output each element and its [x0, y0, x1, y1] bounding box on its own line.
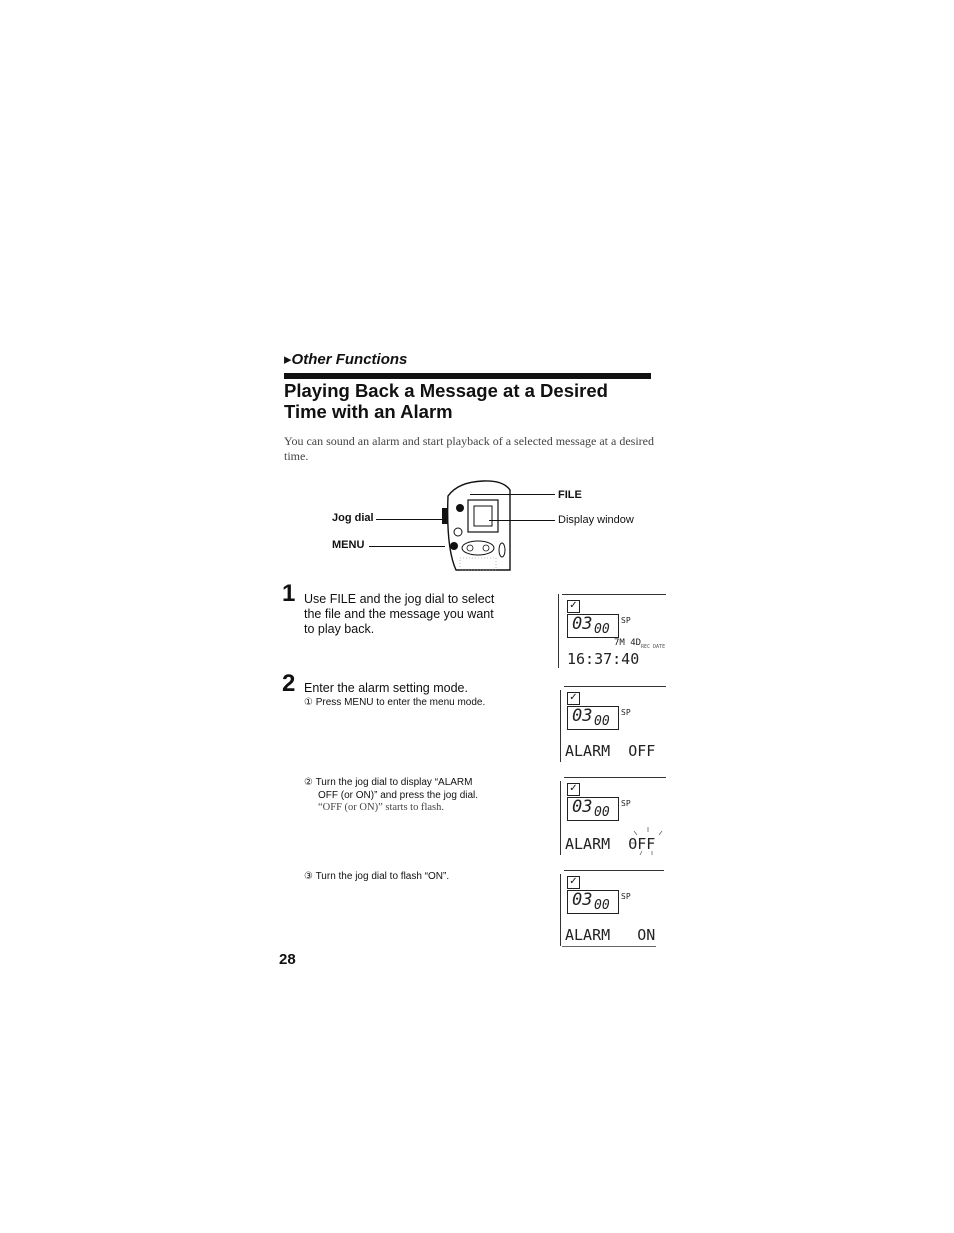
callout-menu: MENU [332, 539, 365, 551]
checkbox-icon: ✓ [567, 692, 580, 705]
step-2-sub-2-line-2: OFF (or ON)” and press the jog dial. [318, 790, 479, 801]
step-2-sub-3: ③ Turn the jog dial to flash “ON”. [304, 871, 450, 882]
lcd-sp: SP [621, 616, 631, 625]
lcd-sp: SP [621, 799, 631, 808]
lcd-message-number: 00 [594, 898, 610, 913]
lcd-file-number: 03 [572, 614, 593, 634]
step-1-line-1: Use FILE and the jog dial to select [304, 592, 495, 606]
step-2-sub-1: ① Press MENU to enter the menu mode. [304, 697, 486, 708]
step-1-text [304, 592, 524, 637]
lcd-alarm-off-flashing: ALARM OFF [565, 835, 656, 853]
title-line-1: Playing Back a Message at a Desired [284, 380, 608, 401]
lcd-message-number: 00 [594, 622, 610, 637]
page-title [284, 380, 664, 422]
lcd-file-number: 03 [572, 890, 593, 910]
section-label: ▸Other Functions [284, 351, 408, 368]
callout-display-window: Display window [558, 514, 634, 526]
lcd-display-4 [560, 868, 666, 948]
section-rule [284, 373, 651, 379]
step-2-sub-2-line-1: ② Turn the jog dial to display “ALARM [304, 777, 473, 788]
lcd-time: 16:37:40 [567, 650, 640, 668]
lcd-date: 7M 4D [614, 638, 642, 648]
lcd-display-3 [560, 775, 668, 857]
step-2-sub-2 [304, 776, 478, 802]
checkbox-icon: ✓ [567, 600, 580, 613]
flash-indicator-icon [630, 827, 666, 857]
callout-line-jog [376, 519, 442, 520]
page-number: 28 [279, 951, 296, 968]
lcd-file-number: 03 [572, 706, 593, 726]
step-1-line-2: the file and the message you want [304, 607, 494, 621]
step-2-number: 2 [282, 670, 296, 697]
step-1-line-3: to play back. [304, 622, 375, 636]
lcd-file-number: 03 [572, 797, 593, 817]
callout-file: FILE [558, 489, 582, 501]
lcd-message-number: 00 [594, 714, 610, 729]
lcd-sp: SP [621, 892, 631, 901]
lcd-sp: SP [621, 708, 631, 717]
checkbox-icon: ✓ [567, 783, 580, 796]
intro-text: You can sound an alarm and start playback of a selected message at a desired time. [284, 434, 654, 463]
step-2-text: Enter the alarm setting mode. [304, 681, 468, 695]
lcd-alarm-on: ALARM ON [565, 926, 656, 944]
lcd-rec-date: REC DATE [641, 644, 666, 650]
recorder-illustration-icon [438, 478, 518, 573]
lcd-display-1 [558, 592, 668, 670]
lcd-message-number: 00 [594, 805, 610, 820]
lcd-display-2 [560, 684, 668, 764]
title-line-2: Time with an Alarm [284, 401, 453, 422]
lcd-alarm-off: ALARM OFF [565, 742, 656, 760]
step-2-sub-2-note: “OFF (or ON)” starts to flash. [318, 802, 444, 813]
step-1-number: 1 [282, 580, 296, 607]
checkbox-icon: ✓ [567, 876, 580, 889]
callout-line-menu [369, 546, 445, 547]
callout-jog-dial: Jog dial [332, 512, 374, 524]
